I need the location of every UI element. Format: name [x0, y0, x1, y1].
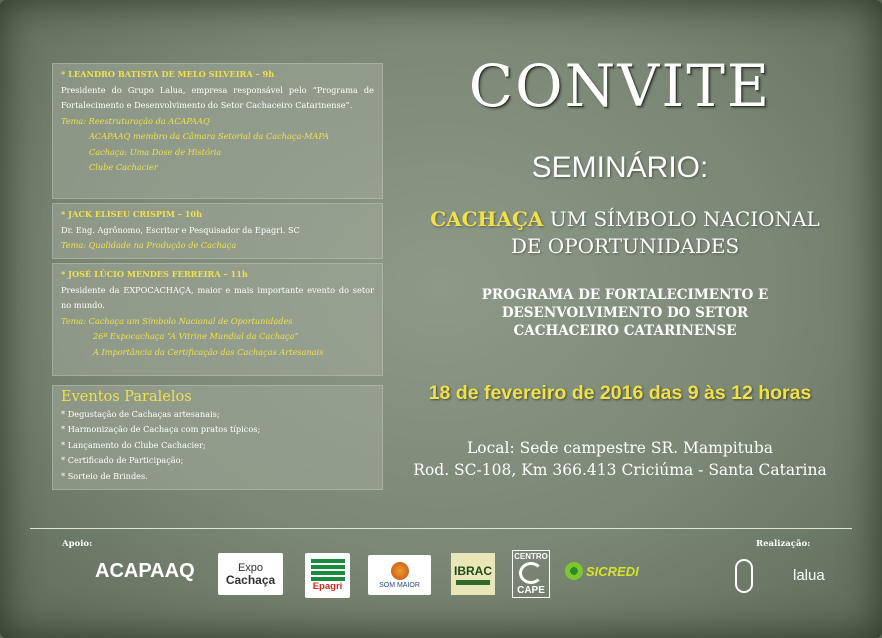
expo-logo-line1: Expo — [237, 561, 264, 574]
speaker-description: Dr. Eng. Agrônomo, Escritor e Pesquisador da Epagri. SC — [61, 224, 300, 235]
expo-logo-line2: Cachaça — [225, 572, 276, 587]
event-item: * Sorteio de Brindes. — [61, 470, 148, 481]
cape-line2: CAPE — [517, 585, 545, 596]
event-item: * Degustação de Cachaças artesanais; — [61, 409, 220, 419]
ibrac-bar-icon — [456, 580, 490, 585]
support-label: Apoio: — [62, 539, 93, 549]
ibrac-logo — [451, 553, 495, 595]
som-maior-logo — [368, 555, 431, 595]
epagri-logo-text: Epagri — [312, 581, 343, 592]
speaker-topic: Tema: Reestruturação da ACAPAAQ — [61, 115, 210, 126]
sicredi-text: SICREDI — [586, 563, 639, 579]
speaker-description: Presidente da EXPOCACHAÇA, maior e mais importante evento do setor no mundo. — [61, 284, 374, 310]
speaker-description: Presidente do Grupo Lalua, empresa responsável pelo “Programa de Fortalecimento e Desenvolvimento do Setor Cachaceiro Catarinense”. — [61, 84, 374, 110]
events-title: Eventos Paralelos — [61, 389, 192, 405]
event-item: * Harmonização de Cachaça com pratos típicos; — [61, 424, 261, 435]
cape-line1: CENTRO — [514, 552, 548, 561]
epagri-stripes-icon — [311, 559, 345, 581]
event-date: 18 de fevereiro de 2016 das 9 às 12 horas — [428, 382, 812, 404]
speaker-name: * JOSÉ LÚCIO MENDES FERREIRA – 11h — [61, 269, 248, 279]
speaker-panel-1 — [52, 63, 383, 199]
sicredi-flower-icon — [565, 562, 583, 580]
speaker-name: * JACK ELISEU CRISPIM – 10h — [61, 209, 203, 219]
speaker-name: * LEANDRO BATISTA DE MELO SILVEIRA – 9h — [61, 69, 275, 79]
centro-cape-logo — [512, 550, 550, 598]
ibrac-text: IBRAC — [454, 563, 492, 578]
expocachaca-logo — [218, 553, 283, 595]
event-location — [400, 437, 840, 481]
speaker-subtopic: 26ª Expocachaça “A Vitrine Mundial da Cachaça” — [93, 331, 299, 341]
speaker-subtopic: A Importância da Certificação das Cachaças Artesanais — [93, 346, 324, 357]
som-maior-text: SOM MAIOR — [379, 581, 420, 589]
parallel-events-panel — [52, 385, 383, 490]
cape-c-icon — [519, 562, 543, 584]
seminar-subtitle — [420, 206, 830, 260]
program-name — [430, 286, 820, 340]
lalua-logo: lalua — [793, 567, 825, 584]
acapaaq-logo: ACAPAAQ — [95, 560, 195, 582]
lalua-symbol-icon — [731, 556, 757, 596]
location-line-1: Local: Sede campestre SR. Mampituba — [466, 439, 774, 457]
program-line: PROGRAMA DE FORTALECIMENTO E — [481, 287, 769, 303]
sicredi-logo — [565, 562, 639, 580]
event-item: * Certificado de Participação; — [61, 455, 184, 466]
lalua-ring-icon — [735, 559, 753, 593]
footer-divider — [30, 528, 852, 529]
program-line: DESENVOLVIMENTO DO SETOR — [501, 305, 749, 321]
subtitle-highlight: CACHAÇA — [430, 207, 544, 231]
speaker-panel-3 — [52, 263, 383, 376]
speaker-subtopic: Clube Cachacier — [89, 162, 158, 172]
speaker-subtopic: Cachaça: Uma Dose de História — [89, 146, 222, 157]
speaker-subtopic: ACAPAAQ membro da Câmara Setorial da Cachaça-MAPA — [89, 131, 330, 141]
event-item: * Lançamento do Clube Cachacier; — [61, 439, 206, 450]
location-line-2: Rod. SC-108, Km 366.413 Criciúma - Santa Catarina — [413, 461, 827, 479]
subtitle-line1: UM SÍMBOLO NACIONAL — [543, 207, 820, 231]
sun-icon — [391, 562, 409, 580]
program-line: CACHACEIRO CATARINENSE — [513, 323, 737, 339]
speaker-panel-2 — [52, 203, 383, 259]
seminar-heading: SEMINÁRIO: — [531, 151, 709, 184]
speaker-topic: Tema: Cachaça um Símbolo Nacional de Oportunidades — [61, 315, 293, 326]
subtitle-line2: DE OPORTUNIDADES — [510, 234, 740, 258]
speaker-topic: Tema: Qualidade na Produção de Cachaça — [61, 240, 237, 250]
epagri-logo — [305, 553, 350, 598]
invitation-title: CONVITE — [468, 52, 772, 120]
realization-label: Realização: — [756, 539, 811, 549]
